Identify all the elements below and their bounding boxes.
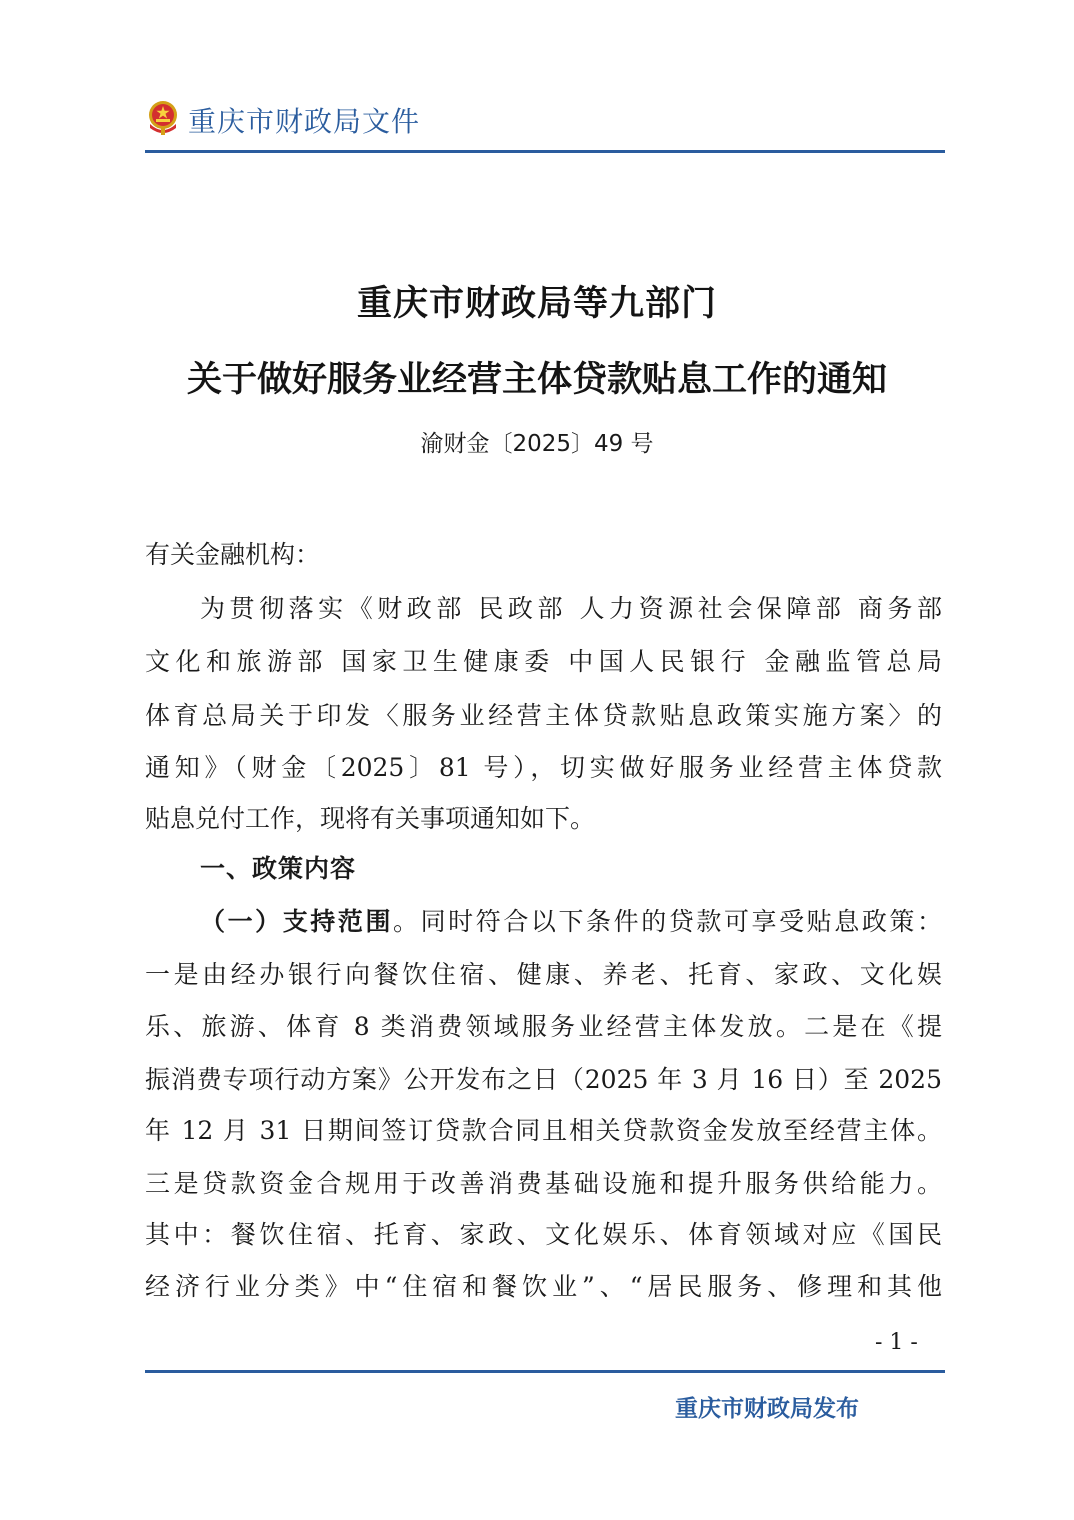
header-divider <box>145 150 945 153</box>
body-line: 年 12 月 31 日期间签订贷款合同且相关贷款资金发放至经营主体。 <box>145 1116 942 1145</box>
national-emblem-icon <box>145 98 181 136</box>
subsection-line <box>200 907 942 937</box>
intro-line: 为贯彻落实《财政部 民政部 人力资源社会保障部 商务部 <box>200 594 942 623</box>
body-line: 三是贷款资金合规用于改善消费基础设施和提升服务供给能力。 <box>145 1169 942 1198</box>
document-title-line1: 重庆市财政局等九部门 <box>356 283 717 324</box>
document-title-line2: 关于做好服务业经营主体贷款贴息工作的通知 <box>186 359 887 400</box>
subsection-text: 。同时符合以下条件的贷款可享受贴息政策： <box>393 907 942 936</box>
section-heading: 一、政策内容 <box>200 854 357 883</box>
salutation: 有关金融机构： <box>145 540 321 569</box>
intro-line: 体育总局关于印发〈服务业经营主体贷款贴息政策实施方案〉的 <box>145 701 942 730</box>
page-number: - 1 - <box>875 1330 918 1355</box>
body-line: 一是由经办银行向餐饮住宿、健康、养老、托育、家政、文化娱 <box>145 960 942 989</box>
publisher-label: 重庆市财政局发布 <box>675 1396 859 1422</box>
document-number: 渝财金〔2025〕49 号 <box>420 431 654 457</box>
body-line: 振消费专项行动方案》公开发布之日（2025 年 3 月 16 日）至 2025 <box>145 1065 942 1094</box>
subsection-lead: （一）支持范围 <box>200 907 394 936</box>
intro-line: 文化和旅游部 国家卫生健康委 中国人民银行 金融监管总局 <box>145 647 942 676</box>
body-line: 经济行业分类》中“住宿和餐饮业”、“居民服务、修理和其他 <box>145 1272 942 1301</box>
body-line: 乐、旅游、体育 8 类消费领域服务业经营主体发放。二是在《提 <box>145 1012 942 1041</box>
header-title: 重庆市财政局文件 <box>188 105 421 138</box>
body-line: 其中：餐饮住宿、托育、家政、文化娱乐、体育领域对应《国民 <box>145 1220 942 1249</box>
footer-divider <box>145 1370 945 1373</box>
intro-line: 贴息兑付工作，现将有关事项通知如下。 <box>145 804 596 833</box>
intro-line: 通知》（财金〔2025〕81 号），切实做好服务业经营主体贷款 <box>145 753 942 782</box>
